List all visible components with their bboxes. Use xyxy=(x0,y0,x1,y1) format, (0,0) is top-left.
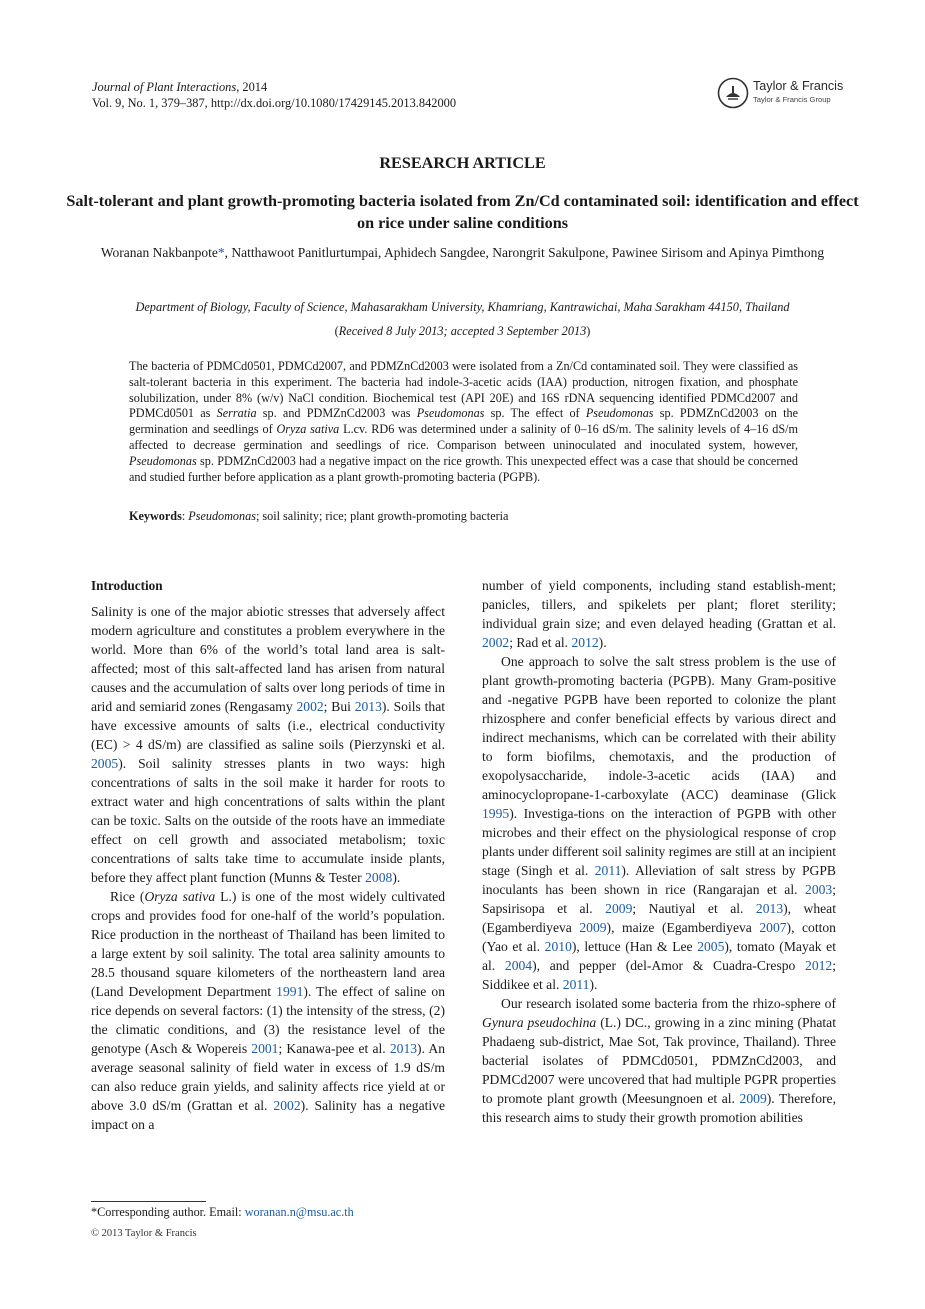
taxon-oryza: Oryza sativa xyxy=(276,422,340,437)
right-column xyxy=(482,576,836,1127)
citation-link[interactable]: 2005 xyxy=(91,756,119,771)
paragraph: Rice (Oryza sativa L.) is one of the most widely cultivated crops and provides food for one-half of the world’s population. Rice production in the northeast of Thailand has been limited to a large extent by soil salinity. The total area salinity amounts to 28.5 thousand square kilometers of the northeastern land area (Land Development Department 1991). The effect of saline on rice depends on several factors: (1) the intensity of the stress, (2) the climatic conditions, and (3) the resistance level of the genotype (Asch & Wopereis 2001; Kanawa-pee et al. 2013). An average seasonal salinity of field water in excess of 1.9 dS/m can also reduce grain yields, and salinity affects rice yield at or above 3.0 dS/m (Grattan et al. 2002). Salinity has a negative impact on a xyxy=(91,889,446,1132)
taxon-gynura: Gynura pseudochina xyxy=(482,1015,597,1030)
abstract: The bacteria of PDMCd0501, PDMCd2007, and PDMZnCd2003 were isolated from a Zn/Cd contaminated soil. They were classified as salt-tolerant bacteria in this experiment. The bacteria had indole-3-acetic acids (IAA) production, nitrogen fixation, and phosphate solubilization, under 8% (w/v) NaCl condition. Biochemical test (API 20E) and 16S rDNA sequencing identified PDMCd2007 and PDMCd0501 as Serratia sp. and PDMZnCd2003 was Pseudomonas sp. The effect of Pseudomonas sp. PDMZnCd2003 on the germination and seedlings of Oryza sativa L.cv. RD6 was determined under a salinity of 0–16 dS/m. The salinity levels of 4–16 dS/m affected to decrease germination and seedlings of rice. Comparison between uninoculated and inoculated system, however, Pseudomonas sp. PDMZnCd2003 had a negative impact on the rice growth. This unexpected effect was a case that should be concerned and studied further before application as a plant growth-promoting bacteria (PGPB). xyxy=(129,359,798,484)
corresponding-author-link[interactable]: * xyxy=(217,245,225,260)
citation-link[interactable]: 2007 xyxy=(759,920,787,935)
received-text: Received 8 July 2013; accepted 3 September 2013 xyxy=(338,324,587,338)
citation-link[interactable]: 2012 xyxy=(571,635,599,650)
section-heading-introduction: Introduction xyxy=(91,578,163,593)
citation-link[interactable]: 2002 xyxy=(482,635,510,650)
citation-link[interactable]: 2009 xyxy=(605,901,633,916)
email-link[interactable]: woranan.n@msu.ac.th xyxy=(244,1205,354,1219)
citation-link[interactable]: 2008 xyxy=(365,870,393,885)
volume-doi: Vol. 9, No. 1, 379–387, http://dx.doi.org/10.1080/17429145.2013.842000 xyxy=(92,96,457,110)
paragraph: Salinity is one of the major abiotic stresses that adversely affect modern agriculture and constitutes a problem everywhere in the world. More than 6% of the world’s total land area is salt-affected; most of this salt-affected land has arisen from natural causes and the accumulation of salts over long periods of time in arid and semiarid zones (Rengasamy 2002; Bui 2013). Soils that have excessive amounts of salts (i.e., electrical conductivity (EC) > 4 dS/m) are classified as saline soils (Pierzynski et al. 2005). Soil salinity stresses plants in two ways: high concentrations of salts in the soil make it harder for roots to extract water and high concentrations of salts within the plant can be toxic. Salts on the outside of the roots have an immediate effect on cell growth and associated metabolism; toxic concentrations of salts take time to accumulate inside plants, before they affect plant function (Munns & Tester 2008). xyxy=(91,604,446,885)
citation-link[interactable]: 2012 xyxy=(805,958,833,973)
citation-link[interactable]: 2013 xyxy=(354,699,382,714)
received-dates: (Received 8 July 2013; accepted 3 September 2013) xyxy=(334,324,591,338)
publisher-logo xyxy=(717,77,842,109)
publisher-name: Taylor & Francis xyxy=(753,79,844,93)
journal-citation xyxy=(92,79,456,111)
article-title: Salt-tolerant and plant growth-promoting bacteria isolated from Zn/Cd contaminated soil: identification and effect on rice under saline conditions xyxy=(66,192,859,232)
footnote-divider xyxy=(91,1201,206,1202)
author-list xyxy=(70,243,855,262)
taxon-oryza: Oryza sativa xyxy=(144,889,216,904)
citation-link[interactable]: 2009 xyxy=(579,920,607,935)
citation-link[interactable]: 2011 xyxy=(562,977,590,992)
affiliation: Department of Biology, Faculty of Science, Mahasarakham University, Khamriang, Kantrawichai, Maha Sarakham 44150, Thailand xyxy=(135,300,790,314)
citation-link[interactable]: 2010 xyxy=(544,939,572,954)
citation-link[interactable]: 2001 xyxy=(251,1041,279,1056)
taxon-serratia: Serratia xyxy=(216,406,257,421)
copyright: © 2013 Taylor & Francis xyxy=(91,1228,197,1239)
taxon-pseudomonas: Pseudomonas xyxy=(416,406,485,421)
citation-link[interactable]: 2005 xyxy=(697,939,725,954)
paragraph: number of yield components, including stand establish-ment; panicles, tillers, and spikelets per plant; floret sterility; individual grain size; and even delayed heading (Grattan et al. 2002; Rad et al. 2012). xyxy=(482,578,836,650)
journal-year: 2014 xyxy=(239,80,268,94)
taxon-pseudomonas: Pseudomonas xyxy=(129,453,197,468)
article-type: RESEARCH ARTICLE xyxy=(379,154,546,172)
corresponding-author-note: *Corresponding author. Email: woranan.n@msu.ac.th xyxy=(91,1205,354,1219)
taxon-pseudomonas: Pseudomonas xyxy=(585,406,654,421)
citation-link[interactable]: 1991 xyxy=(276,984,304,999)
citation-link[interactable]: 2002 xyxy=(273,1098,301,1113)
paragraph: One approach to solve the salt stress problem is the use of plant growth-promoting bacteria (PGPB). Many Gram-positive and -negative PGPB have been reported to colonize the plant rhizosphere and confer beneficial effects by various direct and indirect mechanisms, which can be correlated with their ability to form biofilms, chemotaxis, and the production of exopolysaccharide, indole-3-acetic acids (IAA) and aminocyclopropane-1-carboxylate (ACC) deaminase (Glick 1995). Investiga-tions on the interaction of PGPB with other microbes and their effect on the physiological response of crop plants under different soil salinity regimes are still at an incipient stage (Singh et al. 2011). Alleviation of salt stress by PGPB inoculants has been shown in rice (Rangarajan et al. 2003; Sapsirisopa et al. 2009; Nautiyal et al. 2013), wheat (Egamberdiyeva 2009), maize (Egamberdiyeva 2007), cotton (Yao et al. 2010), lettuce (Han & Lee 2005), tomato (Mayak et al. 2004), and pepper (del-Amor & Cuadra-Crespo 2012; Siddikee et al. 2011). xyxy=(482,654,836,992)
journal-name: Journal of Plant Interactions, xyxy=(92,80,240,94)
citation-link[interactable]: 2009 xyxy=(739,1091,767,1106)
author-first: Woranan Nakbanpote xyxy=(100,245,218,260)
publisher-emblem-icon xyxy=(717,77,749,109)
citation-link[interactable]: 2013 xyxy=(389,1041,418,1056)
citation-link[interactable]: 2011 xyxy=(594,863,622,878)
citation-link[interactable]: 1995 xyxy=(482,806,510,821)
paragraph: Our research isolated some bacteria from the rhizo-sphere of Gynura pseudochina (L.) DC., growing in a zinc mining (Phatat Phadaeng sub-district, Mae Sot, Tak province, Thailand). Three bacterial isolates of PDMCd0501, PDMZnCd2003, and PDMCd2007 were uncovered that had multiple PGPR properties to promote plant growth (Meesungnoen et al. 2009). Therefore, this research aims to study their growth promotion abilities xyxy=(482,996,836,1125)
keywords-label: Keywords xyxy=(129,509,182,523)
author-rest: , Natthawoot Panitlurtumpai, Aphidech Sangdee, Narongrit Sakulpone, Pawinee Sirisom and Apinya Pimthong xyxy=(224,245,825,260)
citation-link[interactable]: 2013 xyxy=(755,901,784,916)
citation-link[interactable]: 2002 xyxy=(296,699,324,714)
publisher-group: Taylor & Francis Group xyxy=(753,95,831,104)
citation-link[interactable]: 2003 xyxy=(805,882,833,897)
citation-link[interactable]: 2004 xyxy=(504,958,533,973)
left-column xyxy=(91,576,445,1134)
keyword: Pseudomonas xyxy=(188,509,256,523)
keywords: Keywords: Pseudomonas; soil salinity; rice; plant growth-promoting bacteria xyxy=(129,509,509,523)
